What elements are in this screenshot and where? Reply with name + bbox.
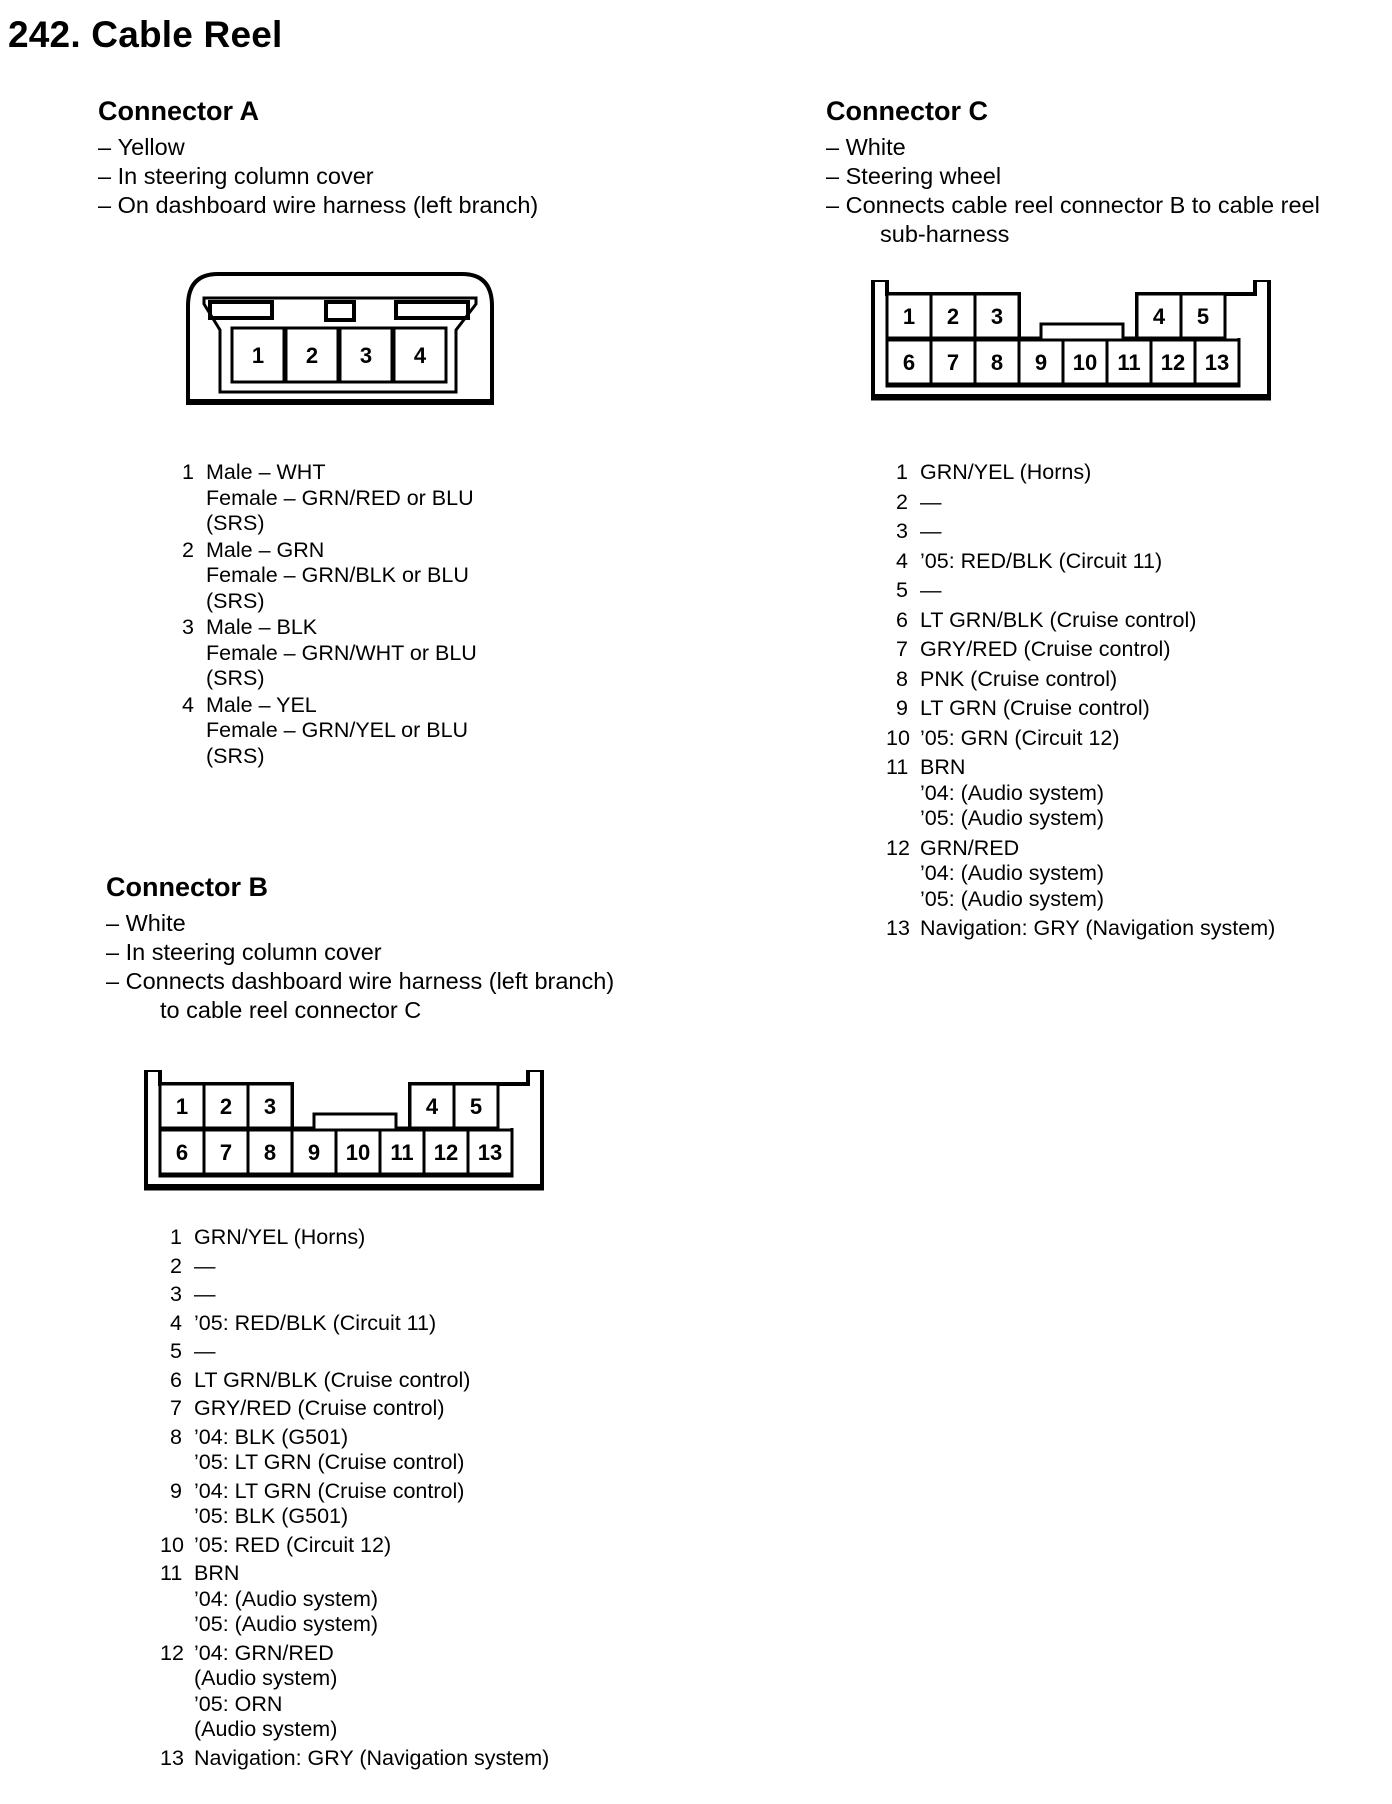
- pin-cell-label: 13: [477, 1140, 503, 1165]
- pin-description: Male – YEL: [206, 692, 317, 717]
- connector-a-pin-list: [172, 460, 477, 769]
- pin-row: [160, 1561, 549, 1638]
- pin-description: (SRS): [206, 588, 265, 613]
- pin-description: BRN: [920, 755, 966, 779]
- pin-description: Navigation: GRY (Navigation system): [920, 916, 1276, 940]
- connector-b-title: Connector B: [106, 872, 268, 902]
- pin-number: 2: [182, 537, 194, 562]
- connector-c-harness: – Connects cable reel connector B to cable reel sub-harness: [826, 191, 1320, 249]
- pin-description: ’05: RED (Circuit 12): [194, 1532, 392, 1557]
- pin-description: ’05: GRN (Circuit 12): [920, 725, 1120, 750]
- pin-number: 1: [896, 460, 908, 484]
- pin-row: [172, 615, 477, 692]
- pin-row: [172, 460, 477, 537]
- pin-description: —: [194, 1339, 216, 1363]
- pin-row: [160, 1425, 549, 1476]
- pin-row: [886, 696, 1275, 722]
- pin-number: 4: [182, 692, 194, 717]
- pin-number: 7: [896, 637, 908, 661]
- pin-row: [886, 460, 1275, 486]
- pin-description: (Audio system): [194, 1666, 338, 1690]
- pin-cell-label: 6: [175, 1140, 189, 1165]
- connector-latch: [1041, 324, 1123, 340]
- pin-cell-label: 1: [175, 1094, 189, 1119]
- pin-number: 4: [170, 1310, 182, 1335]
- pin-description: GRY/RED (Cruise control): [194, 1396, 445, 1420]
- pin-number: 5: [170, 1339, 182, 1363]
- pin-cell-label: 2: [219, 1094, 233, 1119]
- pin-number: 11: [160, 1561, 183, 1585]
- pin-number: 7: [170, 1396, 182, 1420]
- connector-c-face: [871, 280, 1271, 414]
- pin-description: (SRS): [206, 511, 265, 535]
- pin-description: ’05: (Audio system): [920, 886, 1105, 911]
- pin-cell-label: 4: [1152, 304, 1166, 329]
- connector-c-diagram: [871, 280, 1271, 414]
- pin-cell-label: 5: [1196, 304, 1210, 329]
- pin-number: 3: [182, 615, 194, 639]
- pin-row: [886, 916, 1275, 942]
- connector-b-color: – White: [106, 909, 614, 938]
- pin-cell-label: 5: [469, 1094, 483, 1119]
- pin-cell-label: 3: [263, 1094, 277, 1119]
- connector-c-location: – Steering wheel: [826, 162, 1320, 191]
- pin-cell-label: 1: [902, 304, 916, 329]
- pin-cell-label: 12: [1160, 350, 1186, 375]
- pin-number: 13: [160, 1745, 184, 1770]
- pin-description: ’04: GRN/RED: [194, 1640, 334, 1665]
- pin-description: LT GRN (Cruise control): [920, 696, 1150, 720]
- pin-description: Female – GRN/WHT or BLU: [206, 640, 477, 665]
- connector-a-color: – Yellow: [98, 133, 538, 162]
- pin-cell-label: 4: [413, 343, 427, 368]
- pin-cell-label: 4: [425, 1094, 439, 1119]
- connector-c-title: Connector C: [826, 96, 988, 126]
- pin-cell-label: 7: [219, 1140, 233, 1165]
- pin-row: [886, 836, 1275, 913]
- pin-number: 1: [170, 1225, 182, 1249]
- pin-cell-label: 8: [990, 350, 1004, 375]
- pin-description: ’05: (Audio system): [194, 1612, 379, 1636]
- pin-description: GRY/RED (Cruise control): [920, 637, 1171, 661]
- pin-row: [886, 667, 1275, 693]
- pin-row: [160, 1282, 549, 1308]
- connector-b-pin-list: [160, 1225, 549, 1771]
- pin-description: (SRS): [206, 743, 265, 768]
- pin-cell-label: 7: [946, 350, 960, 375]
- pin-number: 6: [170, 1367, 182, 1392]
- pin-number: 12: [160, 1640, 184, 1665]
- pin-description: —: [920, 519, 942, 543]
- pin-number: 9: [896, 696, 908, 720]
- pin-cell-label: 2: [946, 304, 960, 329]
- pin-number: 3: [170, 1282, 182, 1306]
- pin-description: GRN/YEL (Horns): [194, 1225, 366, 1249]
- pin-row: [160, 1254, 549, 1280]
- pin-cell-label: 11: [390, 1140, 414, 1165]
- pin-description: ’05: BLK (G501): [194, 1504, 349, 1528]
- pin-row: [160, 1396, 549, 1422]
- pin-description: ’04: (Audio system): [920, 780, 1105, 805]
- pin-number: 2: [170, 1253, 182, 1278]
- pin-cell-label: 11: [1117, 350, 1141, 375]
- pin-row: [160, 1641, 549, 1743]
- pin-description: Male – GRN: [206, 537, 325, 562]
- pin-cell-label: 13: [1204, 350, 1230, 375]
- pin-description: ’05: (Audio system): [920, 806, 1105, 830]
- connector-b-location: – In steering column cover: [106, 938, 614, 967]
- pin-row: [886, 726, 1275, 752]
- pin-description: Female – GRN/RED or BLU: [206, 485, 474, 510]
- pin-description: Male – WHT: [206, 460, 326, 484]
- pin-row: [160, 1339, 549, 1365]
- connector-b-harness: – Connects dashboard wire harness (left branch) to cable reel connector C: [106, 967, 614, 1025]
- pin-description: Male – BLK: [206, 615, 318, 639]
- pin-cell-label: 8: [263, 1140, 277, 1165]
- pin-description: ’04: LT GRN (Cruise control): [194, 1478, 465, 1503]
- pin-row: [886, 755, 1275, 832]
- pin-number: 10: [160, 1532, 184, 1557]
- pin-number: 1: [182, 460, 194, 484]
- pin-cell-label: 6: [902, 350, 916, 375]
- connector-a-attributes: [98, 133, 538, 220]
- pin-description: —: [920, 489, 942, 514]
- connector-b-attributes: [106, 909, 614, 1025]
- pin-row: [160, 1368, 549, 1394]
- connector-c-attributes: [826, 133, 1320, 249]
- pin-row: [886, 608, 1275, 634]
- pin-description: ’04: (Audio system): [920, 861, 1105, 885]
- connector-b-harness-continued: to cable reel connector C: [160, 997, 422, 1023]
- pin-description: GRN/RED: [920, 835, 1020, 860]
- connector-a-diagram: [186, 270, 496, 410]
- pin-number: 4: [896, 548, 908, 573]
- connector-a-location: – In steering column cover: [98, 162, 538, 191]
- pin-row: [886, 519, 1275, 545]
- pin-cell-label: 10: [345, 1140, 371, 1165]
- pin-row: [172, 538, 477, 615]
- pin-description: —: [920, 578, 942, 602]
- connector-a-title: Connector A: [98, 96, 259, 126]
- pin-row: [172, 693, 477, 770]
- pin-description: ’05: RED/BLK (Circuit 11): [920, 548, 1163, 573]
- pin-description: GRN/YEL (Horns): [920, 460, 1092, 484]
- pin-description: PNK (Cruise control): [920, 666, 1118, 691]
- pin-description: ’05: ORN: [194, 1691, 283, 1716]
- latch-slot-left: [210, 302, 272, 318]
- pin-cell-label: 9: [307, 1140, 321, 1165]
- connector-a-harness: – On dashboard wire harness (left branch): [98, 191, 538, 220]
- pin-number: 12: [886, 835, 910, 860]
- pin-row: [160, 1225, 549, 1251]
- pin-row: [160, 1311, 549, 1337]
- pin-description: (Audio system): [194, 1717, 338, 1741]
- pin-row: [886, 578, 1275, 604]
- connector-c-color: – White: [826, 133, 1320, 162]
- pin-number: 11: [886, 755, 909, 779]
- pin-row: [160, 1533, 549, 1559]
- pin-number: 2: [896, 489, 908, 514]
- pin-description: Female – GRN/BLK or BLU: [206, 563, 469, 587]
- pin-description: —: [194, 1253, 216, 1278]
- pin-row: [886, 490, 1275, 516]
- pin-number: 13: [886, 916, 910, 940]
- pin-description: —: [194, 1282, 216, 1306]
- page-title: 242. Cable Reel: [8, 14, 283, 55]
- pin-row: [160, 1479, 549, 1530]
- connector-a-face: [186, 270, 496, 410]
- pin-cell-label: 2: [305, 343, 319, 368]
- pin-number: 9: [170, 1478, 182, 1503]
- pin-row: [160, 1746, 549, 1772]
- pin-cell-label: 10: [1072, 350, 1098, 375]
- pin-number: 8: [896, 666, 908, 691]
- pin-cell-label: 9: [1034, 350, 1048, 375]
- latch-slot-right: [396, 302, 468, 318]
- pin-description: (SRS): [206, 666, 265, 690]
- pin-cell-label: 12: [433, 1140, 459, 1165]
- pin-number: 10: [886, 725, 910, 750]
- pin-description: ’05: RED/BLK (Circuit 11): [194, 1310, 437, 1335]
- pin-cell-label: 3: [990, 304, 1004, 329]
- pin-description: ’04: BLK (G501): [194, 1424, 349, 1449]
- pin-description: ’05: LT GRN (Cruise control): [194, 1450, 465, 1474]
- pin-row: [886, 549, 1275, 575]
- latch-slot-center: [326, 302, 354, 320]
- pin-description: Navigation: GRY (Navigation system): [194, 1745, 550, 1770]
- pin-description: LT GRN/BLK (Cruise control): [194, 1367, 471, 1392]
- pin-description: Female – GRN/YEL or BLU: [206, 718, 469, 742]
- connector-latch: [314, 1114, 396, 1130]
- pin-description: LT GRN/BLK (Cruise control): [920, 607, 1197, 632]
- pin-description: ’04: (Audio system): [194, 1586, 379, 1611]
- connector-c-pin-list: [886, 460, 1275, 942]
- connector-b-diagram: [144, 1070, 544, 1204]
- connector-b-face: [144, 1070, 544, 1204]
- pin-cell-label: 1: [251, 343, 265, 368]
- pin-number: 6: [896, 607, 908, 632]
- connector-c-harness-continued: sub-harness: [880, 221, 1010, 247]
- pin-row: [886, 637, 1275, 663]
- pin-number: 8: [170, 1424, 182, 1449]
- pin-cell-label: 3: [359, 343, 373, 368]
- pin-number: 3: [896, 519, 908, 543]
- pin-description: BRN: [194, 1561, 240, 1585]
- pin-number: 5: [896, 578, 908, 602]
